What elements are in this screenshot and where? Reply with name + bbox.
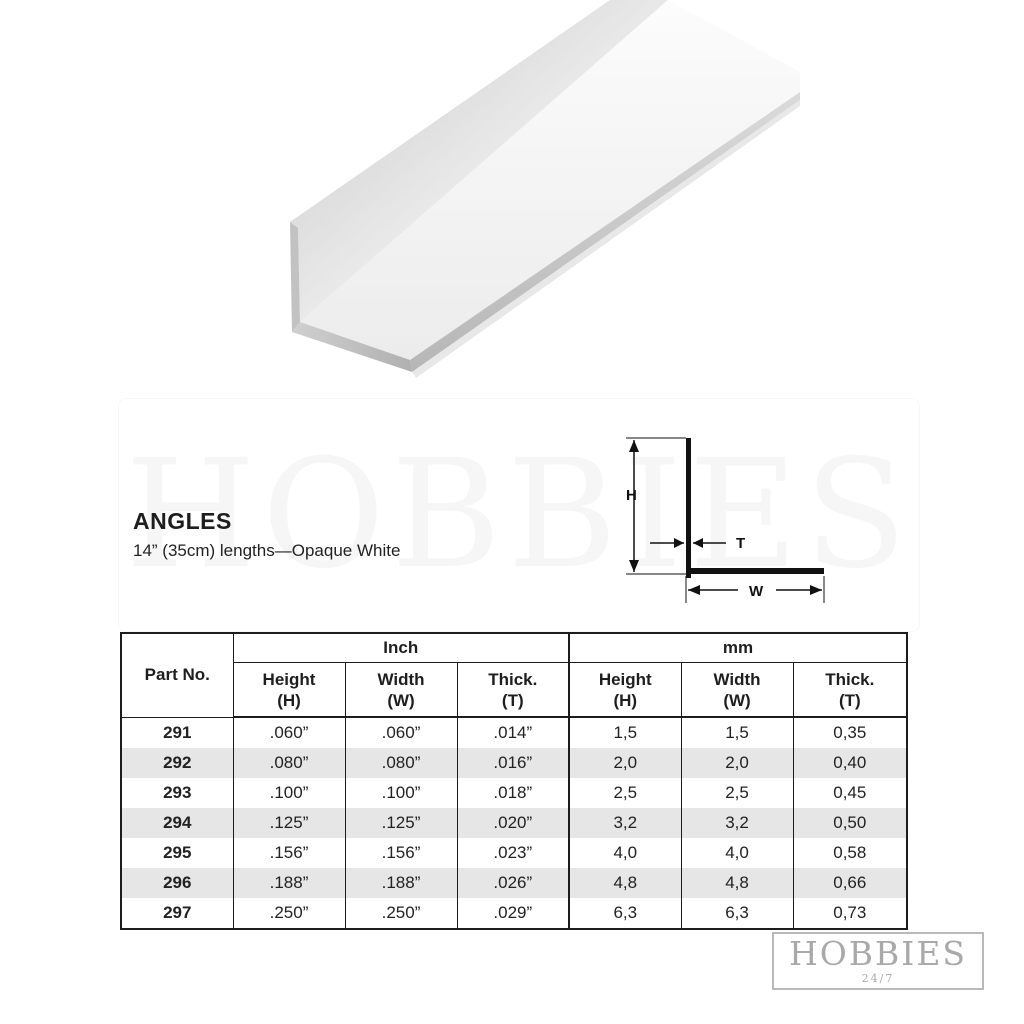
- h-arrow-down-icon: [629, 560, 639, 572]
- table-cell: .080”: [233, 748, 345, 778]
- table-cell: 2,5: [569, 778, 681, 808]
- table-cell: .014”: [457, 717, 569, 748]
- table-cell: 2,0: [569, 748, 681, 778]
- table-cell: 2,5: [681, 778, 793, 808]
- table-cell: .188”: [345, 868, 457, 898]
- part-number-cell: 291: [163, 722, 192, 742]
- table-cell: 6,3: [681, 898, 793, 929]
- part-number-cell: 297: [163, 903, 192, 922]
- w-arrow-left-icon: [688, 585, 700, 595]
- table-cell: 0,73: [793, 898, 907, 929]
- table-cell: 6,3: [569, 898, 681, 929]
- table-cell: .188”: [233, 868, 345, 898]
- part-number-cell: 296: [121, 868, 233, 898]
- table-row: [121, 838, 907, 868]
- angle-strip-illustration: [270, 0, 810, 400]
- table-cell: .060”: [345, 717, 457, 748]
- table-cell: 0,58: [793, 838, 907, 868]
- col-header-mm-height: Height (H): [569, 663, 681, 718]
- table-row: [121, 717, 907, 748]
- table-cell: .026”: [457, 868, 569, 898]
- table-cell: .156”: [233, 838, 345, 868]
- table-cell: 4,8: [681, 868, 793, 898]
- table-cell: 1,5: [681, 717, 793, 748]
- col-header-inch-thick: Thick. (T): [457, 663, 569, 718]
- logo-tagline: 24/7: [861, 972, 895, 985]
- spec-table: [120, 632, 908, 930]
- table-cell: .250”: [233, 898, 345, 929]
- table-cell: 0,35: [793, 717, 907, 748]
- part-number-cell: 295: [163, 843, 192, 862]
- product-title: ANGLES: [133, 508, 232, 534]
- table-column-header-row: [121, 663, 907, 718]
- part-number-cell: 292: [121, 748, 233, 778]
- table-cell: .125”: [233, 808, 345, 838]
- table-cell: .023”: [457, 838, 569, 868]
- part-no-header: Part No.: [121, 633, 233, 717]
- table-cell: .018”: [457, 778, 569, 808]
- col-header-mm-width: Width (W): [681, 663, 793, 718]
- w-arrow-right-icon: [810, 585, 822, 595]
- col-header-mm-thick: Thick. (T): [793, 663, 907, 718]
- table-cell: 0,50: [793, 808, 907, 838]
- part-number-cell: 294: [121, 808, 233, 838]
- table-cell: .156”: [345, 838, 457, 868]
- table-cell: .016”: [457, 748, 569, 778]
- table-row: [121, 778, 907, 808]
- table-cell: .020”: [457, 808, 569, 838]
- table-row: [121, 748, 907, 778]
- table-row: [121, 808, 907, 838]
- inch-group-header: Inch: [233, 633, 569, 663]
- profile-horizontal-leg: [686, 568, 824, 574]
- profile-vertical-leg: [686, 438, 691, 578]
- table-cell: 4,0: [569, 838, 681, 868]
- table-group-header-row: [121, 633, 907, 663]
- col-header-inch-width: Width (W): [345, 663, 457, 718]
- h-arrow-up-icon: [629, 440, 639, 452]
- t-arrow-right-icon: [674, 538, 684, 548]
- table-cell: 2,0: [681, 748, 793, 778]
- table-cell: .100”: [345, 778, 457, 808]
- table-cell: .029”: [457, 898, 569, 929]
- mm-group-header: mm: [569, 633, 907, 663]
- product-image: [270, 0, 810, 400]
- table-cell: .060”: [233, 717, 345, 748]
- part-number-cell: 293: [163, 783, 192, 802]
- table-row: [121, 868, 907, 898]
- brand-logo: [772, 932, 984, 990]
- table-cell: 0,66: [793, 868, 907, 898]
- t-arrow-left-icon: [693, 538, 703, 548]
- table-cell: .100”: [233, 778, 345, 808]
- product-subtitle: 14” (35cm) lengths—Opaque White: [133, 541, 401, 560]
- col-header-inch-height: Height (H): [233, 663, 345, 718]
- table-cell: .080”: [345, 748, 457, 778]
- table-cell: .125”: [345, 808, 457, 838]
- dimension-diagram: [620, 428, 840, 608]
- table-cell: .250”: [345, 898, 457, 929]
- table-cell: 3,2: [569, 808, 681, 838]
- table-cell: 1,5: [569, 717, 681, 748]
- label-h: H: [626, 487, 637, 504]
- table-cell: 3,2: [681, 808, 793, 838]
- table-cell: 4,8: [569, 868, 681, 898]
- table-cell: 0,40: [793, 748, 907, 778]
- logo-wordmark: HOBBIES: [788, 934, 968, 973]
- label-w: W: [749, 583, 764, 600]
- table-row: [121, 898, 907, 929]
- label-t: T: [736, 535, 746, 552]
- table-cell: 0,45: [793, 778, 907, 808]
- table-cell: 4,0: [681, 838, 793, 868]
